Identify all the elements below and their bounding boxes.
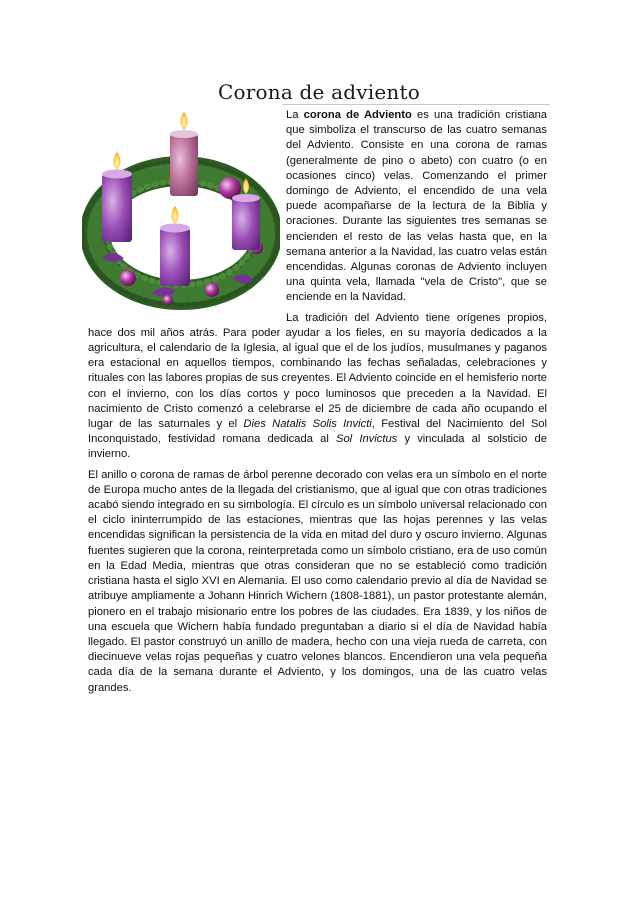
article-body — [88, 108, 547, 701]
p1-text-start: La — [286, 109, 304, 121]
p2-text-start: La tradición del Adviento tiene orígenes propios, hace dos mil años atrás. Para poder ayudar a los fieles, en su mayoría dedicados a la agricultura, el calendario de la Iglesia, al igual que el de los judíos, musulmanes y paganos era estacional en aquellos tiempos, combinando las fechas señaladas, celebraciones y rituales con las labores propias de sus creyentes. El Adviento coincide en el hemisferio norte con el invierno, con los días cortos y poco luminosos que preceden a la Navidad. El nacimiento de Cristo comenzó a celebrarse el 25 de diciembre de cada año ocupando el lugar de las saturnales y el — [88, 311, 547, 431]
p2-text-middle: , Festival del Nacimiento del Sol Inconquistado, festividad romana dedicada al — [88, 418, 547, 446]
p1-text-rest: es una tradición cristiana que simboliza el transcurso de las cuatro semanas del Adviento. Consiste en una corona de ramas (generalmente de pino o abeto) con cuatro (o en ocasiones cinco) velas. Comenzando el primer domingo de Adviento, el encendido de una vela puede acompañarse de la lectura de la Biblia y oraciones. Durante las siguientes tres semanas se encienden el resto de las velas hasta que, en la semana anterior a la Navidad, las cuatro velas están encendidas. Algunas coronas de Adviento incluyen una quinta vela, llamada "vela de Cristo", que se enciende en la Navidad. — [286, 109, 548, 304]
paragraph-3: El anillo o corona de ramas de árbol perenne decorado con velas era un símbolo en el norte de Europa mucho antes de la llegada del cristianismo, que al igual que con otras tradiciones acabó siendo integrado en su simbología. El círculo es un símbolo universal relacionado con el ciclo ininterrumpido de las estaciones, mientras que las hojas perennes y las velas encendidas significan la persistencia de la vida en mitad del duro y oscuro invierno. Algunas fuentes sugieren que la corona, reinterpretada como un símbolo cristiano, era de uso común en la Edad Media, mientras que otras consideran que no se estableció como tradición cristiana hasta el siglo XVI en Alemania. El uso como calendario previo al día de Navidad se atribuye ampliamente a Johann Hinrich Wichern (1808-1881), un pastor protestante alemán, pionero en el trabajo misionario entre los pobres de las ciudades. Era 1839, y los niños de una escuela que Wichern había fundado preguntaban a diario si el día de Navidad había llegado. El pastor construyó un anillo de madera, hecho con una vieja rueda de carreta, con diecinueve velas rojas pequeñas y cuatro velones blancos. Encendieron una vela pequeña cada día de la semana durante el Adviento, y los domingos, una de las cuatro velas grandes. — [88, 468, 547, 694]
p2-italic-sol-invictus: Sol Invictus — [335, 433, 398, 446]
p1-bold-term: corona de Adviento — [303, 109, 412, 121]
p2-text-end: y vinculada al solsticio de invierno. — [88, 433, 547, 461]
paragraph-2 — [88, 311, 547, 463]
title-divider — [282, 104, 550, 105]
p2-italic-dies-natalis: Dies Natalis Solis Invicti — [243, 418, 372, 431]
page-title: Corona de adviento — [218, 80, 420, 104]
